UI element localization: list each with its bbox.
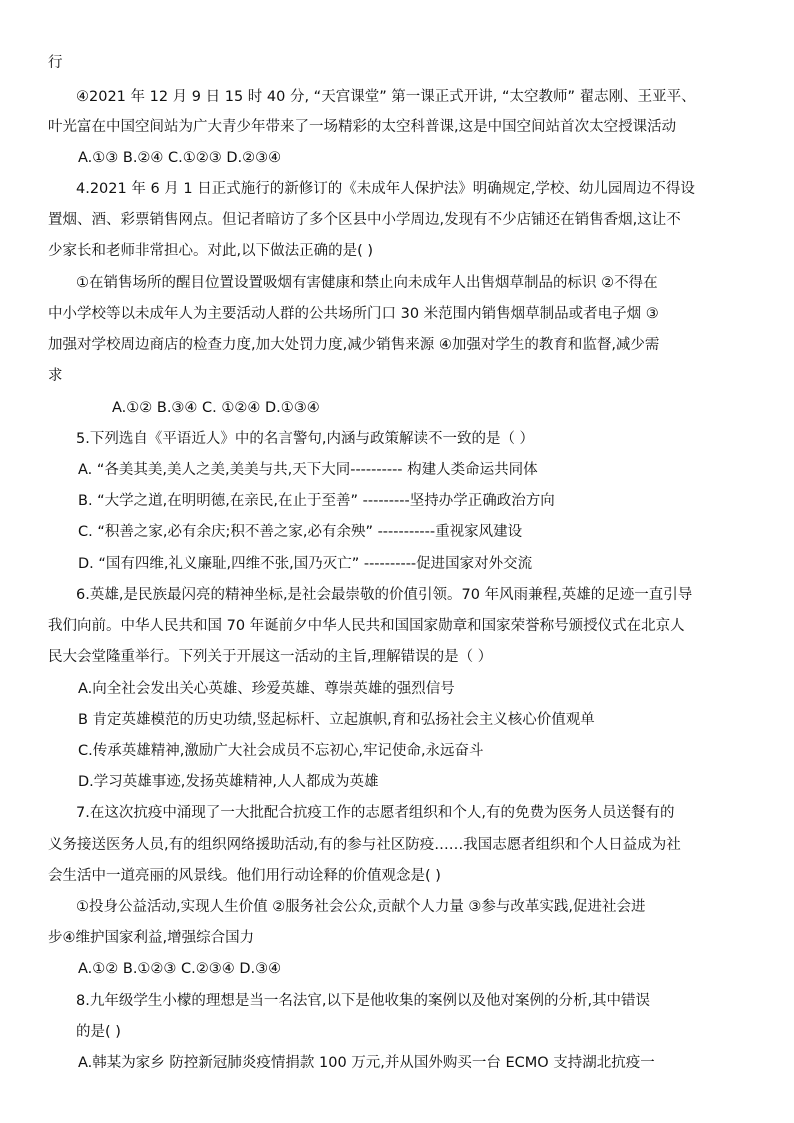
option-d: D.学习英雄事迹,发扬英雄精神,人人都成为英雄	[78, 774, 379, 790]
question-4-stem: 4.2021 年 6 月 1 日正式施行的新修订的《未成年人保护法》明确规定,学校、幼儿园周边不得设	[76, 181, 695, 197]
option-c: C. “积善之家,必有余庆;积不善之家,必有余殃” -----------重视家风建设	[78, 524, 523, 540]
text-line: 加强对学校周边商店的检查力度,加大处罚力度,减少销售来源 ④加强对学生的教育和监督,减少需	[48, 337, 660, 353]
text-line: 求	[48, 368, 63, 384]
text-line: 步④维护国家利益,增强综合国力	[48, 930, 255, 946]
question-6-stem: 6.英雄,是民族最闪亮的精神坐标,是社会最崇敬的价值引领。70 年风雨兼程,英雄的足迹一直引导	[76, 587, 693, 603]
option-a: A.向全社会发出关心英雄、珍爱英雄、尊崇英雄的强烈信号	[78, 681, 455, 697]
text-line: 义务接送医务人员,有的组织网络援助活动,有的参与社区防疫……我国志愿者组织和个人日益成为社	[48, 837, 681, 853]
text-line: 中小学校等以未成年人为主要活动人群的公共场所门口 30 米范围内销售烟草制品或者电子烟 ③	[48, 306, 659, 322]
option-d: D. “国有四维,礼义廉耻,四维不张,国乃灭亡” ----------促进国家对外交流	[78, 556, 533, 572]
option-a: A.韩某为家乡 防控新冠肺炎疫情捐款 100 万元,并从国外购买一台 ECMO 支持湖北抗疫一	[78, 1055, 655, 1071]
option-a: A. “各美其美,美人之美,美美与共,天下大同---------- 构建人类命运共同体	[78, 462, 538, 478]
question-7-stem: 7.在这次抗疫中涌现了一大批配合抗疫工作的志愿者组织和个人,有的免费为医务人员送餐有的	[76, 805, 675, 821]
text-line: 少家长和老师非常担心。对此,以下做法正确的是( )	[48, 243, 374, 259]
text-line: 我们向前。中华人民共和国 70 年诞前夕中华人民共和国国家勋章和国家荣誉称号颁授仪式在北京人	[48, 618, 685, 634]
answer-options: A.①② B.③④ C. ①②④ D.①③④	[112, 400, 320, 416]
option-c: C.传承英雄精神,激励广大社会成员不忘初心,牢记使命,永远奋斗	[78, 743, 484, 759]
option-b: B. “大学之道,在明明德,在亲民,在止于至善” ---------坚持办学正确政治方向	[78, 493, 555, 509]
text-line: ④2021 年 12 月 9 日 15 时 40 分, “天宫课堂” 第一课正式开讲, “太空教师” 翟志刚、王亚平、	[76, 89, 696, 105]
text-line: 叶光富在中国空间站为广大青少年带来了一场精彩的太空科普课,这是中国空间站首次太空授课活动	[48, 119, 677, 135]
question-5-stem: 5.下列选自《平语近人》中的名言警句,内涵与政策解读不一致的是（ ）	[76, 431, 535, 447]
answer-options: A.①② B.①②③ C.②③④ D.③④	[78, 961, 282, 977]
text-line: ①在销售场所的醒目位置设置吸烟有害健康和禁止向未成年人出售烟草制品的标识 ②不得在	[76, 275, 658, 291]
text-line: ①投身公益活动,实现人生价值 ②服务社会公众,贡献个人力量 ③参与改革实践,促进社会进	[76, 899, 646, 915]
text-line: 置烟、酒、彩票销售网点。但记者暗访了多个区县中小学周边,发现有不少店铺还在销售香烟,这让不	[48, 212, 681, 228]
answer-options: A.①③ B.②④ C.①②③ D.②③④	[78, 150, 282, 166]
text-line: 的是( )	[76, 1024, 121, 1040]
text-line: 会生活中一道亮丽的风景线。他们用行动诠释的价值观念是( )	[48, 868, 441, 884]
question-8-stem: 8.九年级学生小檬的理想是当一名法官,以下是他收集的案例以及他对案例的分析,其中错误	[76, 993, 651, 1009]
text-line: 行	[48, 55, 63, 71]
option-b: B 肯定英雄模范的历史功绩,竖起标杆、立起旗帜,育和弘扬社会主义核心价值观单	[78, 712, 595, 728]
text-line: 民大会堂隆重举行。下列关于开展这一活动的主旨,理解错误的是（ ）	[48, 649, 493, 665]
